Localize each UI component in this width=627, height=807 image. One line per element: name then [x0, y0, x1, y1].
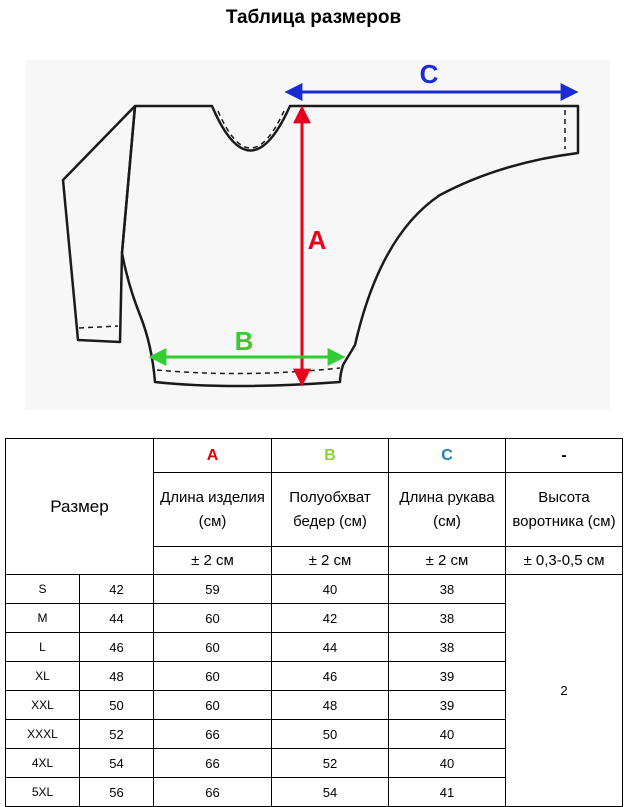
length-value: 60 — [154, 662, 272, 691]
ru-size: 42 — [80, 575, 154, 604]
column-letter-a: A — [154, 439, 272, 473]
column-name-length: Длина изделия (см) — [154, 473, 272, 547]
sleeve-value: 40 — [389, 720, 506, 749]
column-letter-c: C — [389, 439, 506, 473]
column-tolerance-hips: ± 2 см — [272, 547, 389, 575]
label-a: A — [307, 225, 327, 255]
label-c: C — [419, 59, 439, 89]
hips-value: 52 — [272, 749, 389, 778]
ru-size: 46 — [80, 633, 154, 662]
sleeve-value: 39 — [389, 691, 506, 720]
sleeve-value: 38 — [389, 633, 506, 662]
hips-value: 46 — [272, 662, 389, 691]
column-tolerance-sleeve: ± 2 см — [389, 547, 506, 575]
length-value: 59 — [154, 575, 272, 604]
column-name-sleeve: Длина рукава (см) — [389, 473, 506, 547]
collar-value: 2 — [506, 575, 623, 807]
length-value: 66 — [154, 749, 272, 778]
ru-size: 48 — [80, 662, 154, 691]
column-tolerance-length: ± 2 см — [154, 547, 272, 575]
size-column-header: Размер — [6, 439, 154, 575]
length-value: 66 — [154, 778, 272, 807]
size-label: XXXL — [6, 720, 80, 749]
length-value: 60 — [154, 604, 272, 633]
ru-size: 54 — [80, 749, 154, 778]
length-value: 66 — [154, 720, 272, 749]
ru-size: 52 — [80, 720, 154, 749]
sleeve-value: 41 — [389, 778, 506, 807]
ru-size: 44 — [80, 604, 154, 633]
label-b: B — [234, 326, 254, 356]
size-label: 4XL — [6, 749, 80, 778]
size-label: 5XL — [6, 778, 80, 807]
hips-value: 54 — [272, 778, 389, 807]
sleeve-value: 38 — [389, 575, 506, 604]
hips-value: 42 — [272, 604, 389, 633]
garment-diagram — [0, 45, 627, 415]
size-label: L — [6, 633, 80, 662]
sleeve-value: 38 — [389, 604, 506, 633]
table-row — [6, 575, 623, 604]
page-title: Таблица размеров — [225, 7, 402, 28]
size-table — [5, 438, 623, 807]
hips-value: 40 — [272, 575, 389, 604]
column-letter-collar: - — [506, 439, 623, 473]
size-label: XL — [6, 662, 80, 691]
column-name-collar: Высота воротника (см) — [506, 473, 623, 547]
column-letter-b: B — [272, 439, 389, 473]
hips-value: 50 — [272, 720, 389, 749]
sleeve-value: 39 — [389, 662, 506, 691]
size-label: S — [6, 575, 80, 604]
hips-value: 48 — [272, 691, 389, 720]
ru-size: 50 — [80, 691, 154, 720]
length-value: 60 — [154, 633, 272, 662]
size-label: XXL — [6, 691, 80, 720]
sleeve-value: 40 — [389, 749, 506, 778]
column-name-hips: Полуобхват бедер (см) — [272, 473, 389, 547]
garment-svg — [0, 45, 627, 415]
size-label: M — [6, 604, 80, 633]
column-tolerance-collar: ± 0,3-0,5 см — [506, 547, 623, 575]
hips-value: 44 — [272, 633, 389, 662]
ru-size: 56 — [80, 778, 154, 807]
length-value: 60 — [154, 691, 272, 720]
